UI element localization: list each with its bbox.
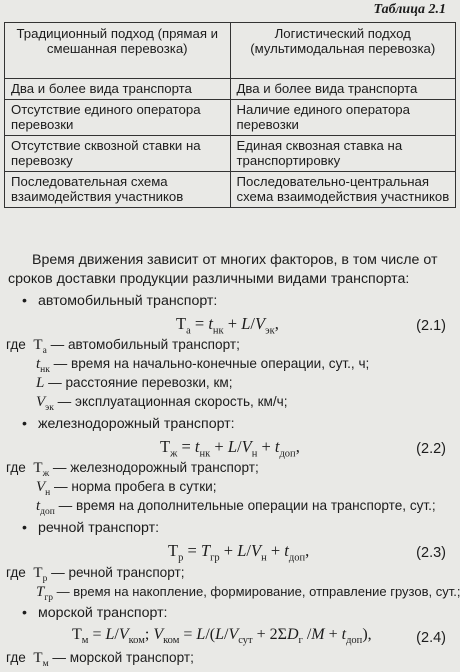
- definition-text: — время на дополнительные операции на транспорте, сут.;: [54, 498, 436, 513]
- definition-line: где $T_а$ — автомобильный транспорт;: [6, 337, 240, 356]
- equation-number: (2.4): [416, 630, 446, 646]
- bullet-label: автомобильный транспорт:: [37, 293, 218, 309]
- table-header-cell: Логистический подход (мультимодальная перевозка): [230, 23, 456, 79]
- definition-line: где $T_м$ — морской транспорт;: [6, 650, 194, 669]
- bullet-auto: [22, 293, 217, 309]
- definition-text: — время на начально-конечные операции, сут., ч;: [49, 356, 370, 371]
- table-cell: Единая сквозная ставка на транспортировку: [230, 136, 456, 172]
- bullet-sea: [22, 605, 168, 621]
- formula-2-2: $T_ж = t_{нк} + L/V_н + t_{доп}$,: [160, 437, 300, 460]
- definition-text: — расстояние перевозки, км;: [44, 375, 233, 390]
- table-cell: Два и более вида транспорта: [5, 79, 231, 100]
- table-cell: Последовательно-центральная схема взаимодействия участников: [230, 172, 456, 208]
- bullet-dot-icon: •: [22, 293, 27, 309]
- bullet-label: железнодорожный транспорт:: [37, 416, 235, 432]
- comparison-table: [4, 22, 456, 208]
- definition-line: где $T_р$ — речной транспорт;: [6, 565, 185, 584]
- definition-text: — железнодорожный транспорт;: [49, 460, 259, 475]
- bullet-dot-icon: •: [22, 520, 27, 536]
- table-header-cell: Традиционный подход (прямая и смешанная перевозка): [5, 23, 231, 79]
- definition-text: — время на накопление, формирование, отправление грузов, сут.;: [53, 584, 460, 599]
- definition-text: — речной транспорт;: [47, 565, 185, 580]
- definition-line: L — расстояние перевозки, км;: [36, 375, 233, 391]
- intro-paragraph: Время движения зависит от многих факторов, в том числе от сроков доставки продукции различными видами транспорта:: [8, 252, 438, 287]
- bullet-label: морской транспорт:: [37, 605, 168, 621]
- bullet-rail: [22, 416, 235, 432]
- table-row: [5, 136, 456, 172]
- definition-line: $V_н$ — норма пробега в сутки;: [36, 479, 217, 498]
- definition-line: где $T_ж$ — железнодорожный транспорт;: [6, 460, 259, 479]
- where-label: где: [6, 337, 26, 352]
- equation-number: (2.2): [416, 441, 446, 457]
- table-row: [5, 79, 456, 100]
- bullet-label: речной транспорт:: [37, 520, 160, 536]
- table-row: [5, 172, 456, 208]
- table-row: [5, 100, 456, 136]
- bullet-dot-icon: •: [22, 605, 27, 621]
- formula-2-1: $T_а = t_{нк} + L/V_{эк}$,: [176, 314, 279, 337]
- table-cell: Отсутствие сквозной ставки на перевозку: [5, 136, 231, 172]
- formula-2-3: $T_р = T_{гр} + L/V_н + t_{доп}$,: [168, 541, 310, 564]
- definition-text: — автомобильный транспорт;: [46, 337, 240, 352]
- where-label: где: [6, 650, 26, 665]
- where-label: где: [6, 565, 26, 580]
- bullet-dot-icon: •: [22, 416, 27, 432]
- formula-2-4: $T_м = L/V_{ком}$; $V_{ком} = L/(L/V_{сут} + 2\Sigma D_г$ $/M + t_{доп}$),: [72, 626, 372, 647]
- equation-number: (2.1): [416, 318, 446, 334]
- definition-line: $t_{доп}$ — время на дополнительные операции на транспорте, сут.;: [36, 498, 436, 517]
- definition-line: $t_{нк}$ — время на начально-конечные операции, сут., ч;: [36, 356, 370, 375]
- table-cell: Отсутствие единого оператора перевозки: [5, 100, 231, 136]
- where-label: где: [6, 460, 26, 475]
- definition-text: — эксплуатационная скорость, км/ч;: [53, 394, 288, 409]
- definition-text: — норма пробега в сутки;: [50, 479, 217, 494]
- table-cell: Наличие единого оператора перевозки: [230, 100, 456, 136]
- definition-line: $V_{эк}$ — эксплуатационная скорость, км/ч;: [36, 394, 288, 413]
- bullet-river: [22, 520, 159, 536]
- table-header-row: [5, 23, 456, 79]
- table-caption: Таблица 2.1: [373, 2, 446, 17]
- table-cell: Два и более вида транспорта: [230, 79, 456, 100]
- definition-line: $T_{гр}$ — время на накопление, формирование, отправление грузов, сут.;: [36, 584, 460, 603]
- definition-text: — морской транспорт;: [48, 650, 194, 665]
- table-cell: Последовательная схема взаимодействия участников: [5, 172, 231, 208]
- equation-number: (2.3): [416, 545, 446, 561]
